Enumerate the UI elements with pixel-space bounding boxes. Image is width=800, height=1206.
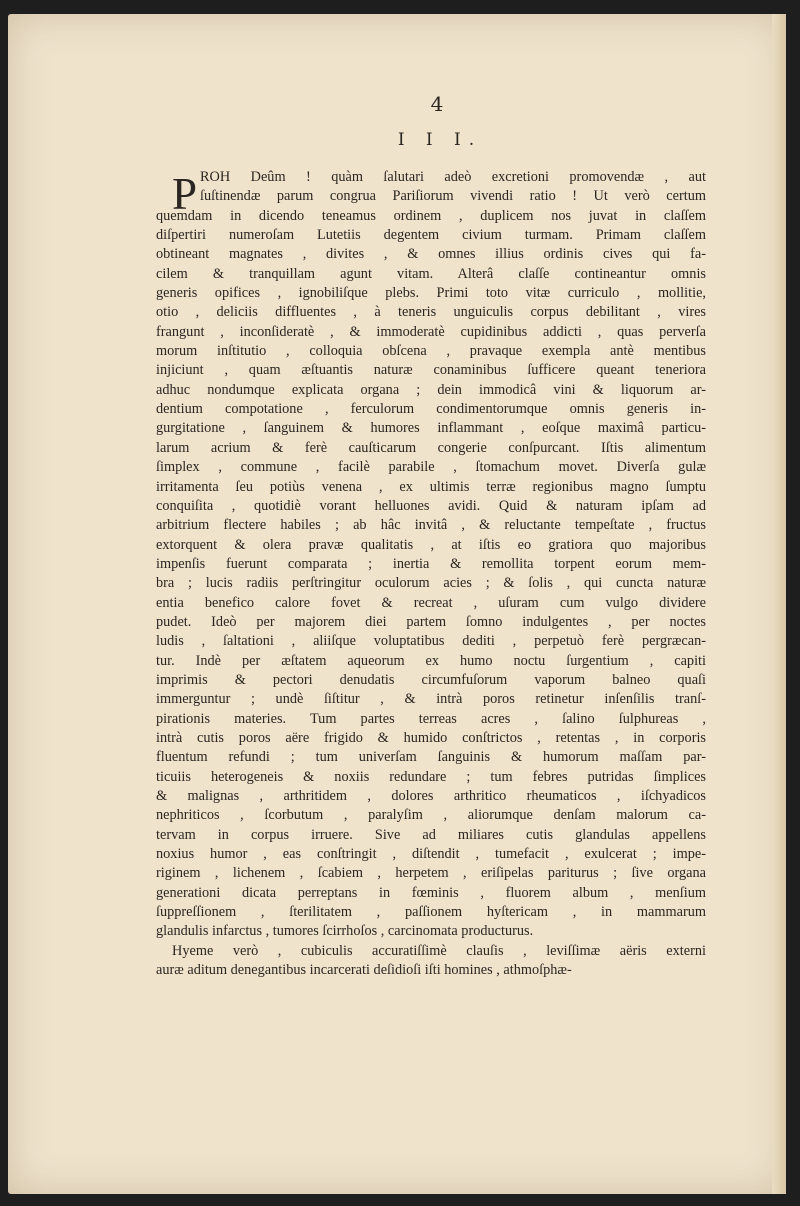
text-line: ſuſtinendæ parum congrua Pariſiorum vivendi ratio ! Ut verò certum — [200, 188, 706, 205]
text-line: ROH Deûm ! quàm ſalutari adeò excretioni promovendæ , aut — [200, 169, 706, 185]
text-line: imprimis & pectori denudatis circumfuſorum vaporum balneo quaſi — [156, 671, 706, 688]
text-line: & malignas , arthritidem , dolores arthritico rheumaticos , iſchyadicos — [156, 788, 706, 804]
text-line: bra ; lucis radiis perſtringitur oculorum acies ; & ſolis , qui cuncta naturæ — [156, 575, 706, 592]
text-line: larum acrium & ferè cauſticarum congerie conſpurcant. Iſtis alimentum — [156, 439, 706, 456]
text-line: obtineant magnates , divites , & omnes illius ordinis cives qui fa- — [156, 246, 706, 263]
text-line: arbitrium flectere habiles ; ab hâc invitâ , & reluctante tempeſtate , fructus — [156, 517, 706, 534]
body-text — [156, 168, 706, 980]
drop-cap: P — [172, 169, 198, 219]
text-line: generationi dicata perreptans in fœminis , fluorem album , menſium — [156, 884, 706, 901]
text-line: ticuiis heterogeneis & noxiis redundare ; tum febres putridas ſimplices — [156, 768, 706, 785]
paragraph-2 — [156, 942, 706, 981]
text-line: generis opifices , ignobiliſque plebs. Primi toto vitæ curriculo , mollitie, — [156, 285, 706, 302]
text-line: glandulis infarctus , tumores ſcirrhoſos , carcinomata producturus. — [156, 923, 534, 940]
text-line: dentium compotatione , ferculorum condimentorumque omnis generis in- — [156, 401, 706, 418]
page-gutter — [772, 14, 786, 1194]
text-line: gurgitatione , ſanguinem & humores inflammant , eoſque maximâ particu- — [156, 420, 706, 437]
text-line: cilem & tranquillam agunt vitam. Alterâ claſſe contineantur omnis — [156, 265, 706, 282]
section-heading: I I I. — [397, 130, 483, 150]
text-line: fluentum refundi ; tum univerſam ſanguinis & humorum maſſam par- — [156, 749, 706, 766]
text-line: intrà cutis poros aëre frigido & humido conſtrictos , retentas , in corporis — [156, 729, 706, 746]
text-line: tervam in corpus irruere. Sive ad miliares cutis glandulas appellens — [156, 826, 706, 843]
text-line: diſpertiri numeroſam Lutetiis degentem civium turmam. Primam claſſem — [156, 227, 706, 244]
text-line: injiciunt , quam æſtuantis naturæ conaminibus ſufficere queant teneriora — [156, 362, 706, 379]
text-line: noxius humor , eas conſtringit , diſtendit , tumefacit , exulcerat ; impe- — [156, 846, 706, 863]
text-line: ſuppreſſionem , ſterilitatem , paſſionem hyſtericam , in mammarum — [156, 904, 706, 921]
text-line: irritamenta ſeu potiùs venena , ex ultimis terræ regionibus magno ſumptu — [156, 478, 706, 495]
text-line: extorquent & olera pravæ qualitatis , at iſtis eo gratiora quo majoribus — [156, 536, 706, 553]
text-line: pirationis materies. Tum partes terreas acres , ſalino ſulphureas , — [156, 710, 706, 727]
text-line: ludis , ſaltationi , aliiſque voluptatibus dediti , perpetuò ferè pergræcan- — [156, 633, 706, 650]
text-line: pudet. Ideò per majorem diei partem ſomno indulgentes , per noctes — [156, 613, 706, 630]
text-line: auræ aditum denegantibus incarcerati deſidioſi iſti homines , athmoſphæ- — [156, 962, 572, 979]
text-line: nephriticos , ſcorbutum , paralyſim , aliorumque denſam malorum ca- — [156, 807, 706, 824]
text-line: riginem , lichenem , ſcabiem , herpetem , eriſipelas pariturus ; ſive organa — [156, 865, 706, 882]
text-line: conquiſita , quotidiè vorant helluones avidi. Quid & naturam ipſam ad — [156, 497, 706, 514]
text-line: impenſis fuerunt comparata ; inertia & remollita torpent eorum mem- — [156, 555, 706, 572]
text-line: ſimplex , commune , facilè parabile , ſtomachum movet. Diverſa gulæ — [156, 459, 706, 476]
text-line: morum inſtitutio , colloquia obſcena , pravaque exempla antè mentibus — [156, 343, 706, 360]
text-line: Hyeme verò , cubiculis accuratiſſimè clauſis , leviſſimæ aëris externi — [172, 942, 706, 959]
text-line: frangunt , inconſideratè , & immoderatè cupidinibus addicti , quas perverſa — [156, 323, 706, 340]
text-line: entia benefico calore fovet & recreat , uſuram cum vulgo dividere — [156, 594, 706, 611]
text-line: immerguntur ; undè ſiſtitur , & intrà poros retinetur inſenſilis tranſ- — [156, 691, 706, 708]
text-line: adhuc nondumque explicata organa ; dein immodicâ vini & liquorum ar- — [156, 381, 706, 398]
page-number: 4 — [430, 92, 444, 116]
paragraph-1 — [156, 168, 706, 942]
text-line: otio , deliciis diffluentes , à teneris unguiculis corpus debilitant , vires — [156, 304, 706, 321]
text-line: quemdam in dicendo teneamus ordinem , duplicem nos juvat in claſſem — [156, 207, 706, 224]
text-line: tur. Indè per æſtatem aqueorum ex humo noctu ſurgentium , capiti — [156, 652, 706, 669]
